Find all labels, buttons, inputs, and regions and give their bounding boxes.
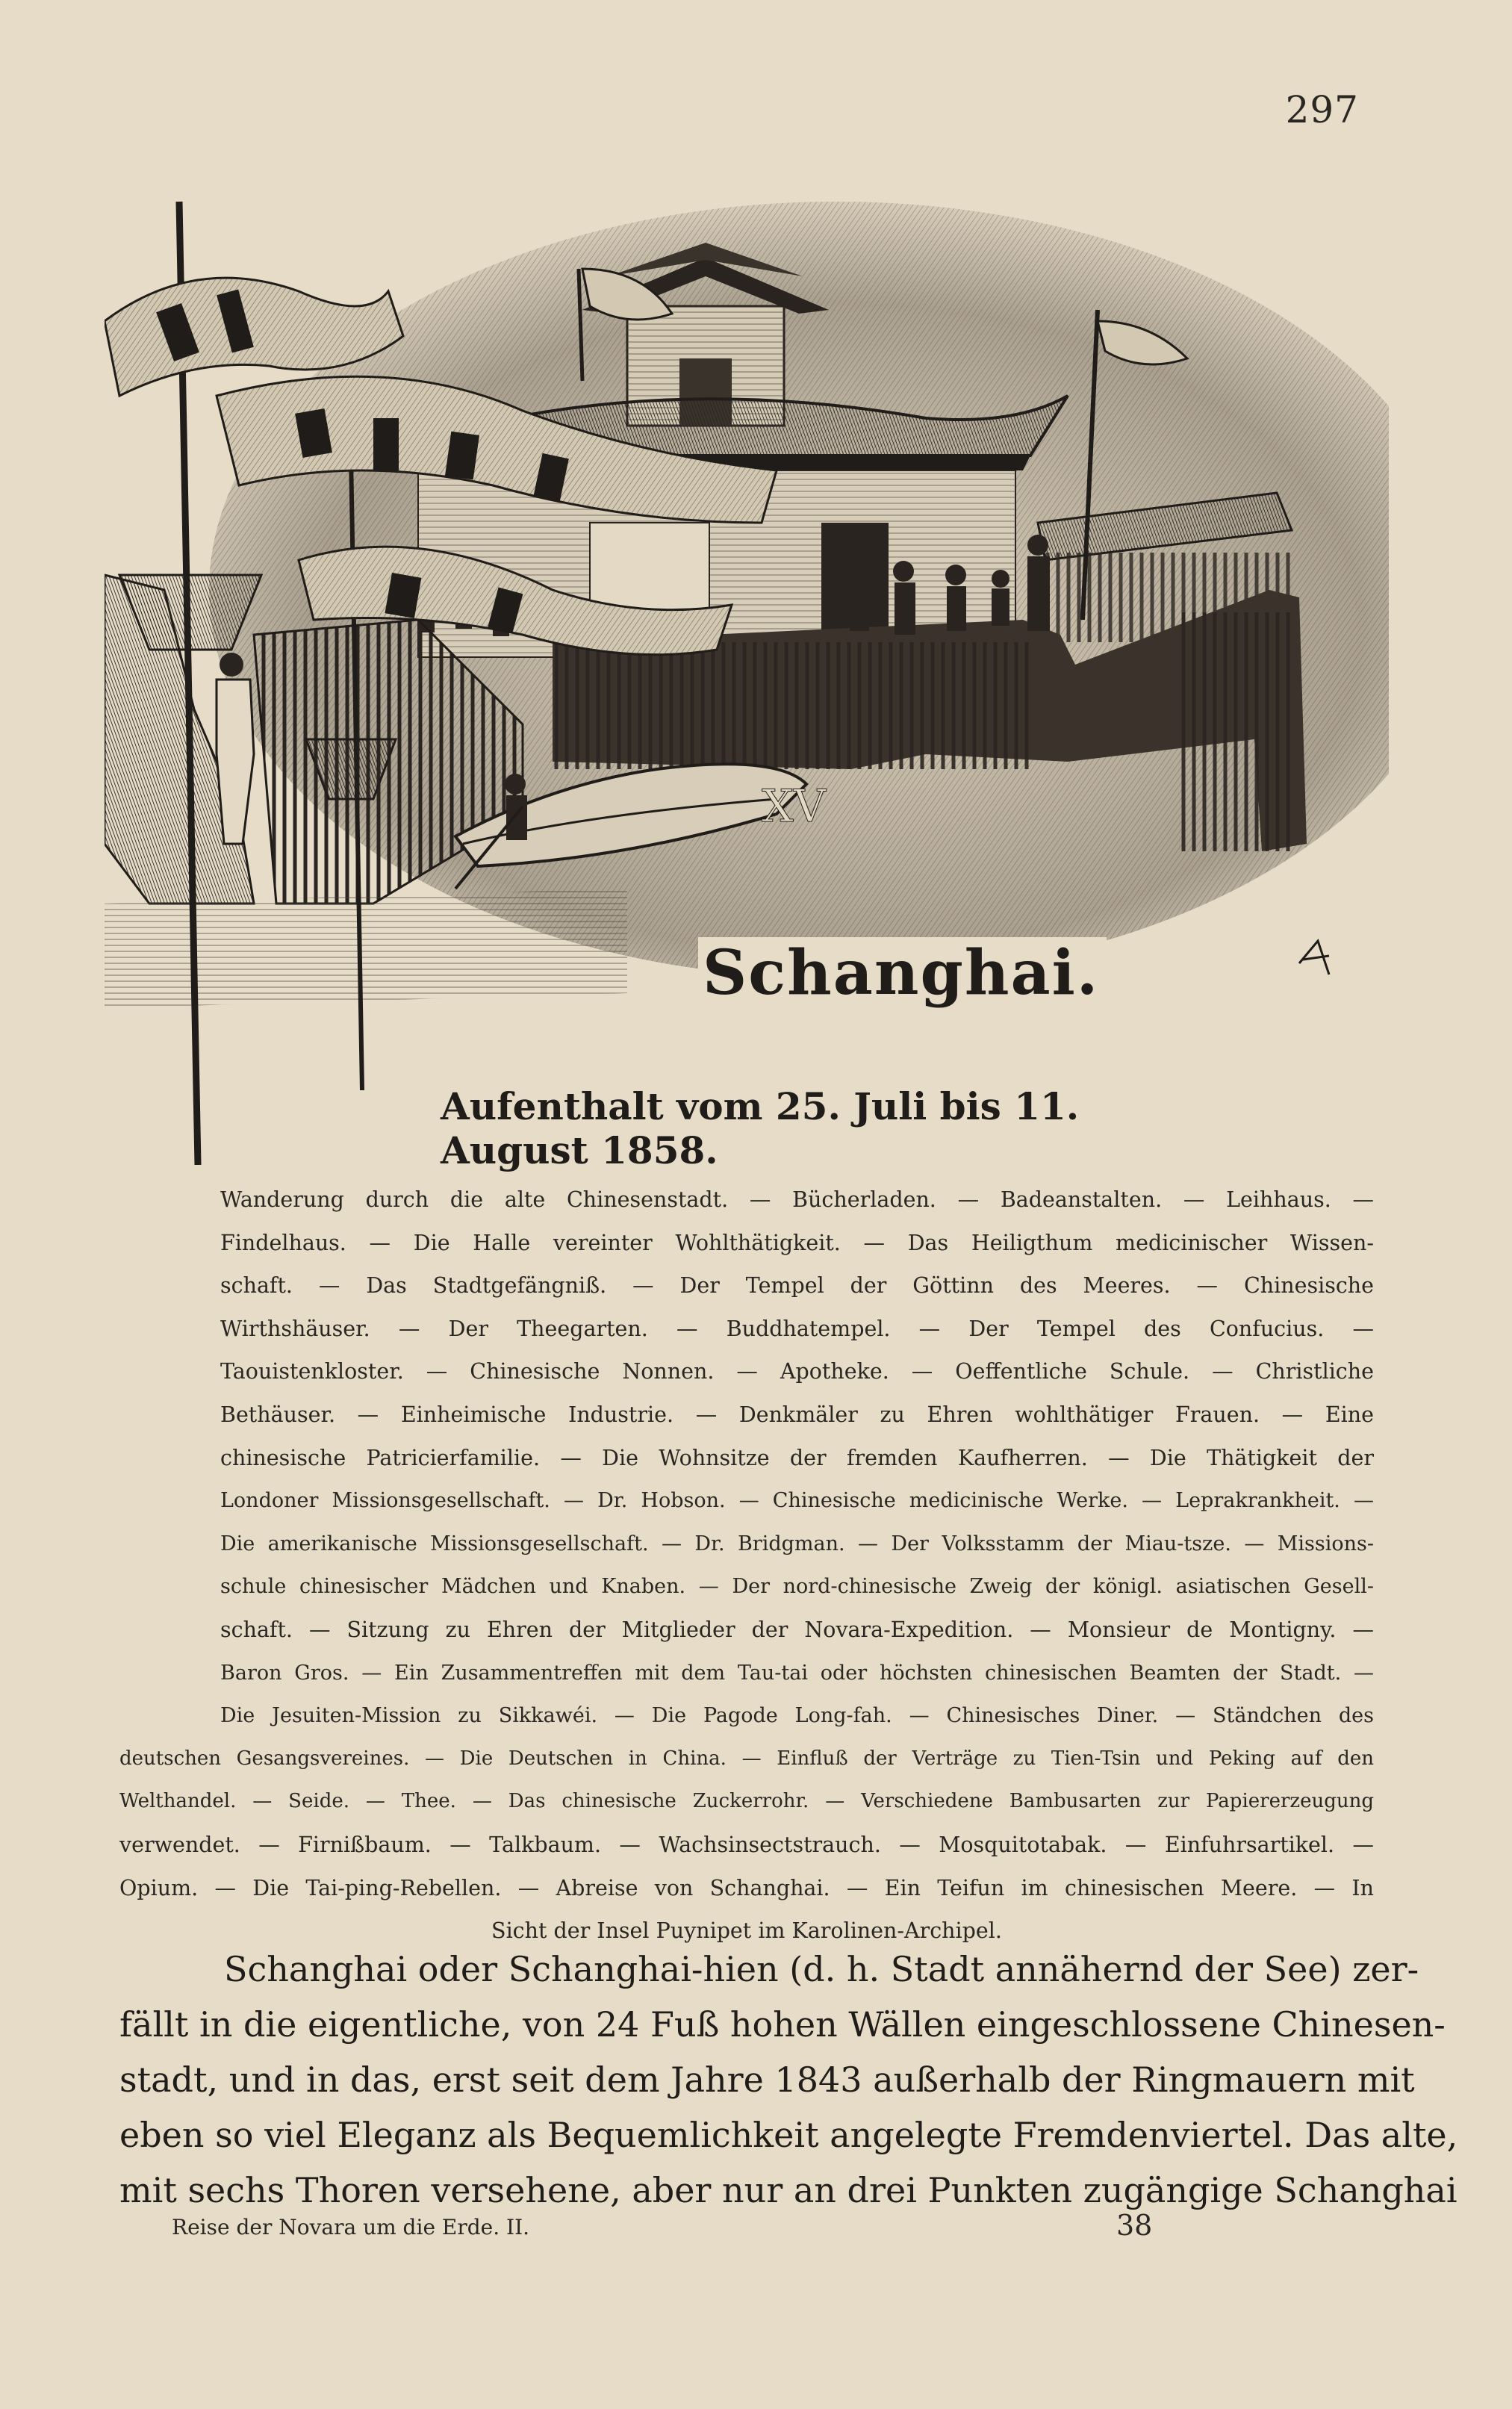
summary-line: Wanderung durch die alte Chinesenstadt. — Bücherladen. — Badeanstalten. — Leihhaus. — (220, 1187, 1374, 1212)
body-line: Schanghai oder Schanghai-hien (d. h. Stadt annähernd der See) zer- (224, 1949, 1419, 1989)
summary-line: deutschen Gesangsvereines. — Die Deutschen in China. — Einfluß der Verträge zu Tien-Tsin und Peking auf den (119, 1747, 1374, 1770)
summary-line: Londoner Missionsgesellschaft. — Dr. Hobson. — Chinesische medicinische Werke. — Leprakrankheit. — (220, 1489, 1374, 1513)
engraver-monogram (1299, 941, 1329, 975)
summary-line: Findelhaus. — Die Halle vereinter Wohlthätigkeit. — Das Heiligthum medicinischer Wissen- (220, 1230, 1374, 1255)
chapter-summary (119, 1178, 1374, 1953)
summary-line: schaft. — Sitzung zu Ehren der Mitglieder der Novara-Expedition. — Monsieur de Montigny. — (220, 1617, 1374, 1642)
chapter-subtitle: Aufenthalt vom 25. Juli bis 11. August 1858. (441, 1084, 1080, 1172)
chapter-illustration (105, 172, 1389, 1165)
summary-line: chinesische Patricierfamilie. — Die Wohnsitze der fremden Kaufherren. — Die Thätigkeit der (220, 1445, 1374, 1470)
page-number: 297 (1285, 88, 1359, 131)
body-line: fällt in die eigentliche, von 24 Fuß hohen Wällen eingeschlossene Chinesen- (119, 2004, 1446, 2045)
body-line: eben so viel Eleganz als Bequemlichkeit angelegte Fremdenviertel. Das alte, (119, 2115, 1458, 2155)
plate-numeral: XV (762, 780, 827, 833)
summary-line: schaft. — Das Stadtgefängniß. — Der Tempel der Göttinn des Meeres. — Chinesische (220, 1273, 1374, 1299)
summary-line: Welthandel. — Seide. — Thee. — Das chinesische Zuckerrohr. — Verschiedene Bambusarten zur Papiererzeugung (119, 1790, 1374, 1813)
page-footer (172, 2209, 1337, 2252)
signature-mark: 38 (1116, 2209, 1153, 2242)
summary-line: Baron Gros. — Ein Zusammentreffen mit dem Tau-tai oder höchsten chinesischen Beamten der Stadt. — (220, 1661, 1374, 1685)
summary-line: Die Jesuiten-Mission zu Sikkawéi. — Die Pagode Long-fah. — Chinesisches Diner. — Ständchen des (220, 1704, 1374, 1728)
body-line: stadt, und in das, erst seit dem Jahre 1843 außerhalb der Ringmauern mit (119, 2060, 1415, 2100)
summary-line: schule chinesischer Mädchen und Knaben. — Der nord-chinesische Zweig der königl. asiatischen Gesell- (220, 1575, 1374, 1599)
running-title: Reise der Novara um die Erde. II. (172, 2215, 530, 2239)
chapter-title: Schanghai. (698, 937, 1107, 1013)
woodcut-engraving-image (105, 172, 1389, 1165)
summary-line: Taouistenkloster. — Chinesische Nonnen. — Apotheke. — Oeffentliche Schule. — Christliche (220, 1359, 1374, 1384)
summary-line: Die amerikanische Missionsgesellschaft. — Dr. Bridgman. — Der Volksstamm der Miau-tsze. — Missions- (220, 1532, 1374, 1555)
summary-line: Bethäuser. — Einheimische Industrie. — Denkmäler zu Ehren wohlthätiger Frauen. — Eine (220, 1402, 1374, 1427)
summary-line: Opium. — Die Tai-ping-Rebellen. — Abreise von Schanghai. — Ein Teifun im chinesischen Meere. — In (119, 1875, 1374, 1900)
body-text (119, 1942, 1458, 2218)
standing-figure (217, 653, 254, 844)
summary-line: verwendet. — Firnißbaum. — Talkbaum. — Wachsinsectstrauch. — Mosquitotabak. — Einfuhrsartikel. — (119, 1832, 1374, 1857)
summary-line: Wirthshäuser. — Der Theegarten. — Buddhatempel. — Der Tempel des Confucius. — (220, 1316, 1374, 1341)
summary-line: Sicht der Insel Puynipet im Karolinen-Archipel. (491, 1918, 1002, 1944)
body-line: mit sechs Thoren versehene, aber nur an drei Punkten zugängige Schanghai (119, 2170, 1457, 2210)
